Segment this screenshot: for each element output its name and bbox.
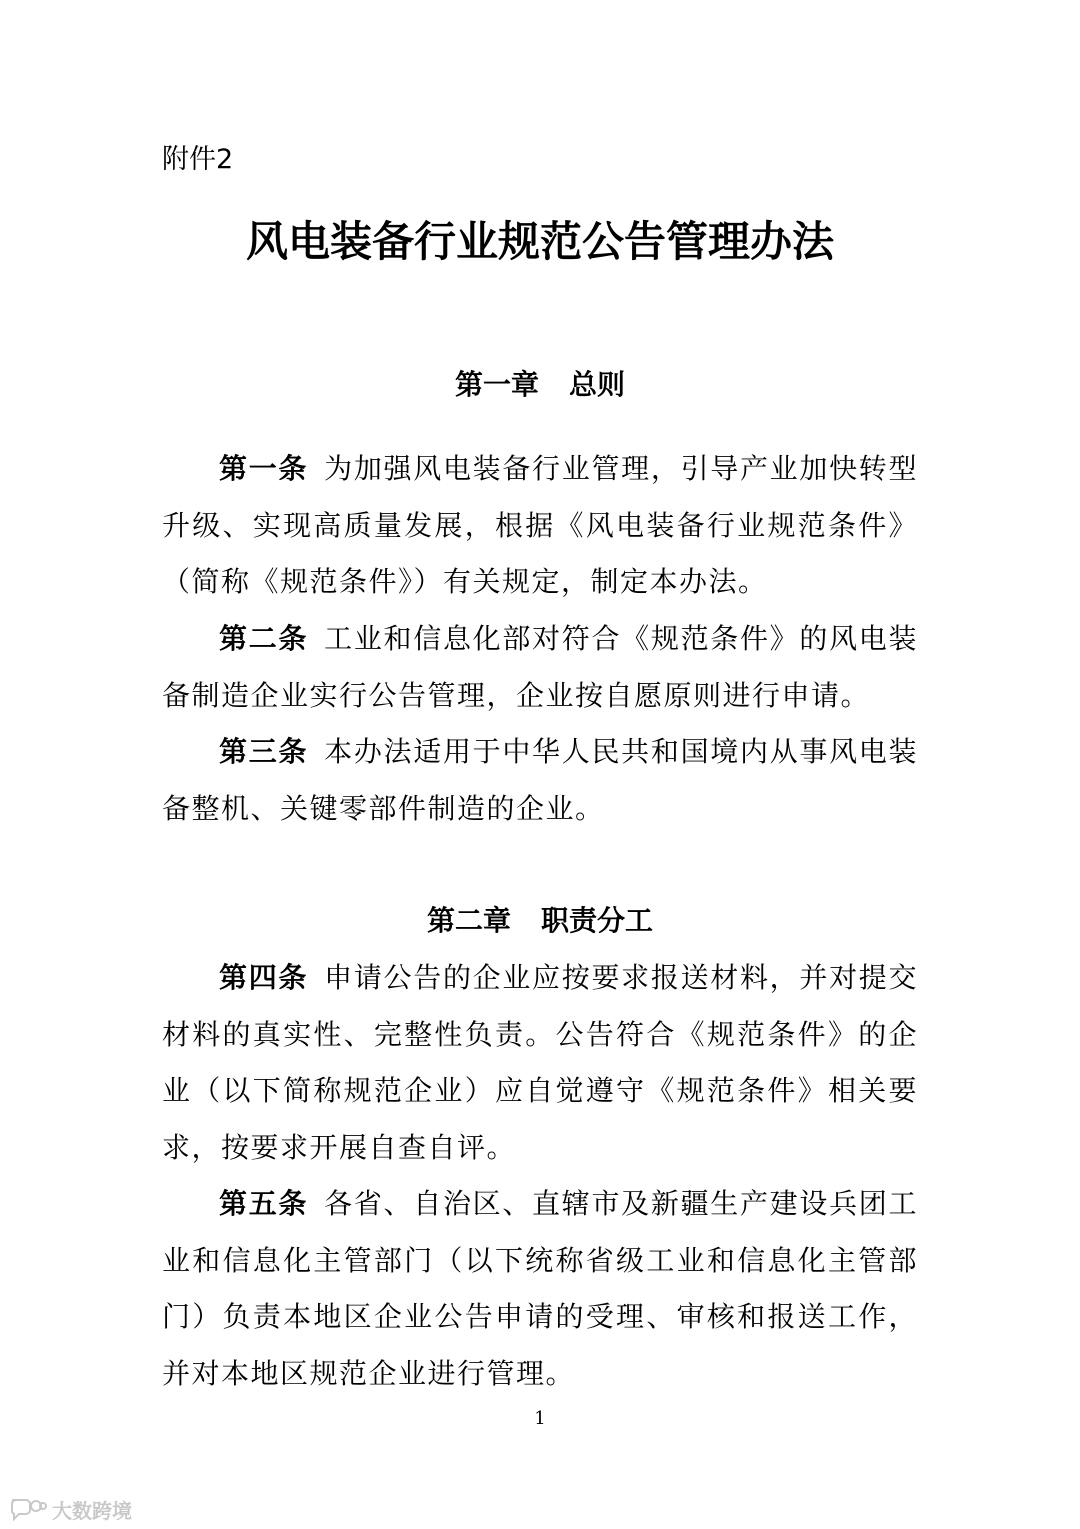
article-paragraph — [162, 724, 918, 837]
chapter-number: 第一章 — [454, 368, 539, 401]
chapter-name: 总则 — [569, 368, 626, 401]
article-paragraph — [162, 1176, 918, 1402]
article-text: 各省、自治区、直辖市及新疆生产建设兵团工业和信息化主管部门（以下统称省级工业和信息化主管部门）负责本地区企业公告申请的受理、审核和报送工作，并对本地区规范企业进行管理。 — [162, 1187, 918, 1390]
article-text: 申请公告的企业应按要求报送材料，并对提交材料的真实性、完整性负责。公告符合《规范条件》的企业（以下简称规范企业）应自觉遵守《规范条件》相关要求，按要求开展自查自评。 — [162, 961, 918, 1164]
chat-bubble-icon — [8, 1496, 48, 1522]
chapter-name: 职责分工 — [541, 904, 654, 937]
article-text: 工业和信息化部对符合《规范条件》的风电装备制造企业实行公告管理，企业按自愿原则进行申请。 — [162, 622, 918, 712]
article-paragraph — [162, 611, 918, 724]
article-number: 第五条 — [219, 1187, 309, 1220]
watermark-text: 大数跨境 — [52, 1498, 132, 1523]
chapter-number: 第二章 — [426, 904, 511, 937]
chapter-heading — [0, 365, 1080, 405]
article-number: 第四条 — [219, 961, 309, 994]
article-text: 为加强风电装备行业管理，引导产业加快转型升级、实现高质量发展，根据《风电装备行业规范条件》（简称《规范条件》）有关规定，制定本办法。 — [162, 452, 918, 598]
article-number: 第三条 — [219, 735, 309, 768]
page-number: 1 — [534, 1408, 546, 1429]
article-text: 本办法适用于中华人民共和国境内从事风电装备整机、关键零部件制造的企业。 — [162, 735, 918, 825]
document-title: 风电装备行业规范公告管理办法 — [245, 217, 834, 266]
article-number: 第一条 — [219, 452, 309, 485]
article-number: 第二条 — [219, 622, 309, 655]
chapter-heading — [0, 901, 1080, 941]
attachment-label: 附件2 — [162, 144, 234, 175]
article-paragraph — [162, 441, 918, 611]
article-paragraph — [162, 950, 918, 1176]
watermark — [8, 1493, 132, 1525]
